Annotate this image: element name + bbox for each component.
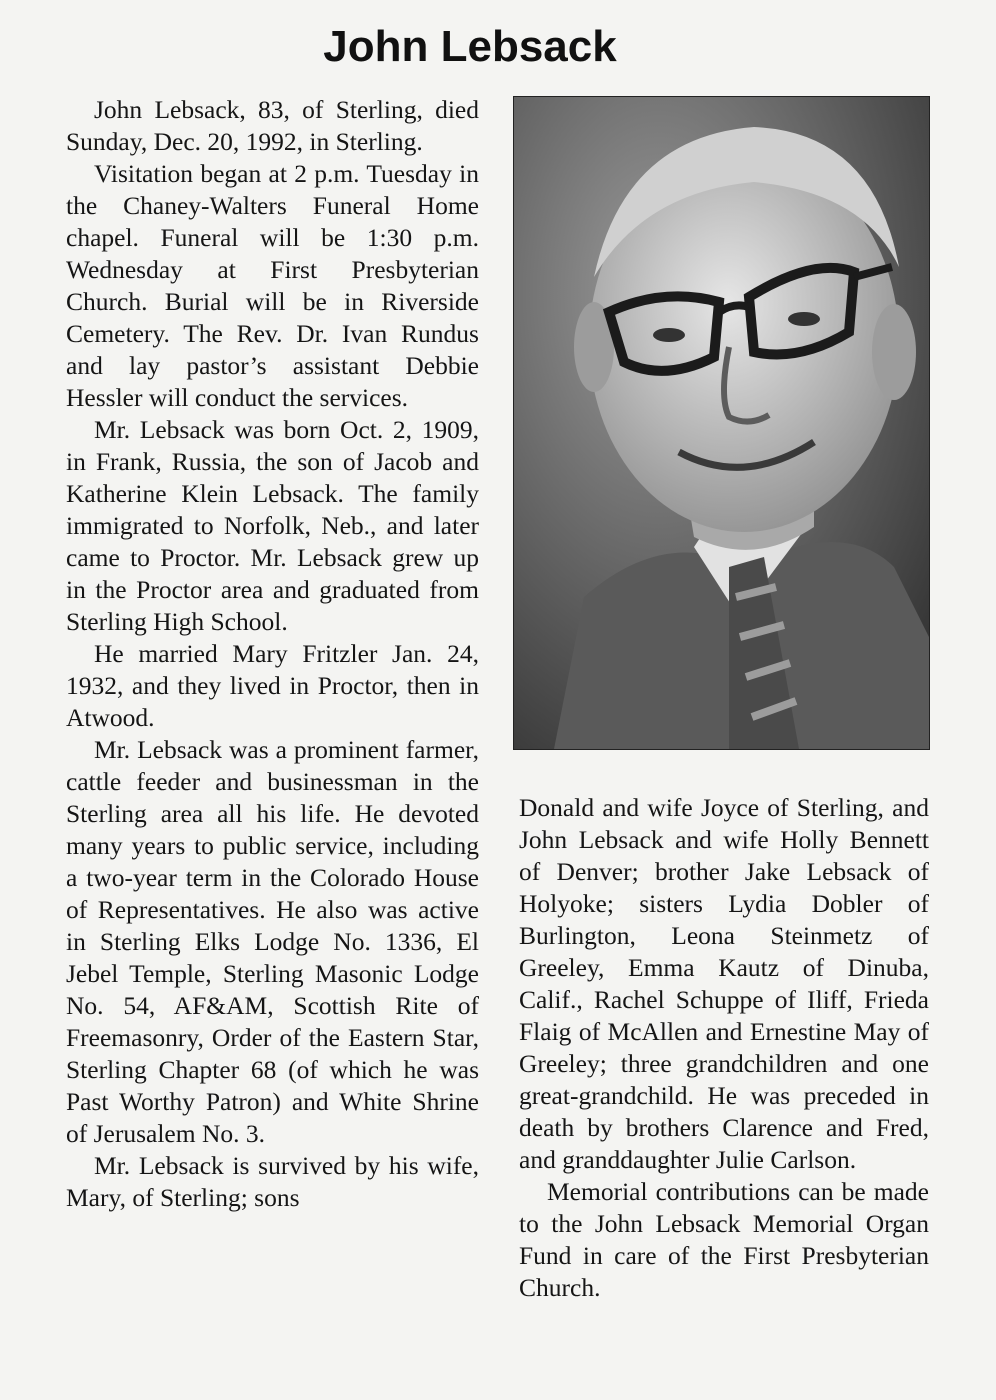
paragraph-birth: Mr. Lebsack was born Oct. 2, 1909, in Frank, Russia, the son of Jacob and Katherine Klein Lebsack. The family immigrated to Norfolk, Neb., and later came to Proctor. Mr. Lebsack grew up in the Proctor area and graduated from Sterling High School.	[66, 415, 479, 636]
right-column	[519, 792, 929, 1304]
paragraph-marriage: He married Mary Fritzler Jan. 24, 1932, and they lived in Proctor, then in Atwood.	[66, 639, 479, 732]
paragraph-death-notice: John Lebsack, 83, of Sterling, died Sunday, Dec. 20, 1992, in Sterling.	[66, 95, 479, 156]
portrait-photo	[513, 96, 930, 750]
portrait-illustration	[514, 97, 929, 749]
paragraph-career: Mr. Lebsack was a prominent farmer, cattle feeder and businessman in the Sterling area all his life. He devoted many years to public service, including a two-year term in the Colorado House of Representatives. He also was active in Sterling Elks Lodge No. 1336, El Jebel Temple, Sterling Masonic Lodge No. 54, AF&AM, Scottish Rite of Freemasonry, Order of the Eastern Star, Sterling Chapter 68 (of which he was Past Worthy Patron) and White Shrine of Jerusalem No. 3.	[66, 735, 479, 1148]
paragraph-services: Visitation began at 2 p.m. Tuesday in the Chaney-Walters Funeral Home chapel. Funeral will be 1:30 p.m. Wednesday at First Presbyterian Church. Burial will be in Riverside Cemetery. The Rev. Dr. Ivan Rundus and lay pastor’s assistant Debbie Hessler will conduct the services.	[66, 159, 479, 412]
paragraph-memorial: Memorial contributions can be made to the John Lebsack Memorial Organ Fund in care of the First Presbyterian Church.	[519, 1177, 929, 1302]
left-column	[66, 94, 479, 1214]
obituary-headline: John Lebsack	[323, 22, 617, 71]
paragraph-survivors-cont: Donald and wife Joyce of Sterling, and John Lebsack and wife Holly Bennett of Denver; brother Jake Lebsack of Holyoke; sisters Lydia Dobler of Burlington, Leona Steinmetz of Greeley, Emma Kautz of Dinuba, Calif., Rachel Schuppe of Iliff, Frieda Flaig of McAllen and Ernestine May of Greeley; three grandchildren and one great-grandchild. He was preceded in death by brothers Clarence and Fred, and granddaughter Julie Carlson.	[519, 793, 929, 1174]
paragraph-survivors-start: Mr. Lebsack is survived by his wife, Mary, of Sterling; sons	[66, 1151, 479, 1212]
